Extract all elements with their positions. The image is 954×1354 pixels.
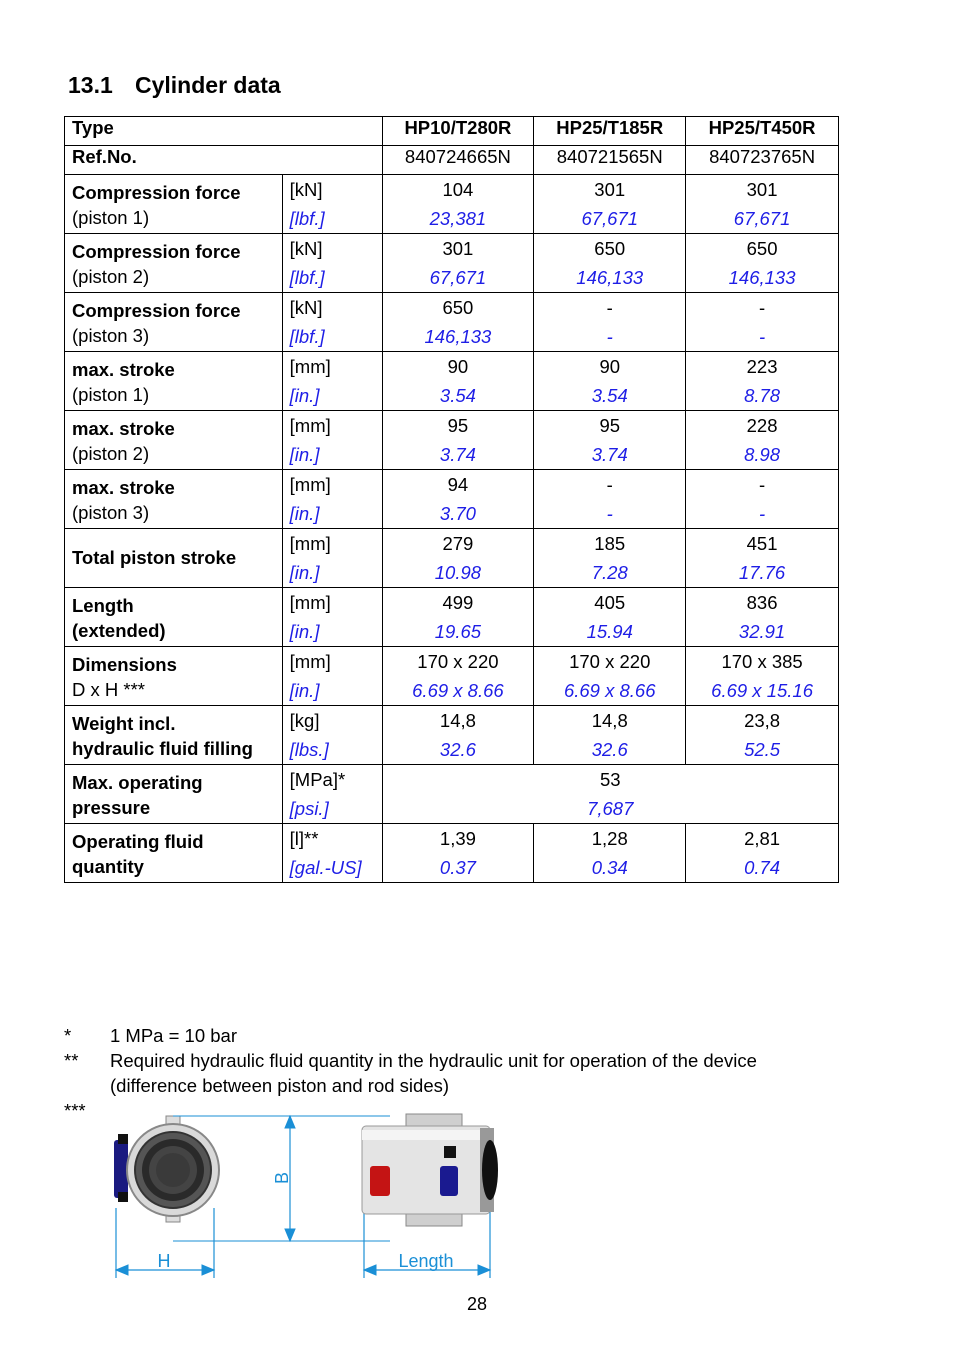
value-cell	[382, 234, 534, 293]
value-imperial: 67,671	[429, 267, 487, 288]
value-imperial: 146,133	[424, 326, 492, 347]
unit-cell	[282, 706, 382, 765]
value-cell	[382, 470, 534, 529]
value-metric: 301	[594, 179, 626, 200]
model-header: HP25/T450R	[686, 117, 839, 146]
cylinder-side-view-icon	[362, 1114, 498, 1226]
value-cell	[534, 588, 686, 647]
value-metric: 170 x 220	[569, 651, 651, 672]
unit-metric: [mm]	[289, 533, 331, 554]
value-cell	[686, 647, 839, 706]
type-header: Type	[65, 117, 383, 146]
value-cell	[686, 234, 839, 293]
table-row	[65, 175, 839, 234]
value-cell	[382, 529, 534, 588]
value-metric: 185	[594, 533, 626, 554]
value-imperial: 19.65	[434, 621, 482, 642]
value-cell	[382, 647, 534, 706]
row-label	[65, 411, 283, 470]
row-label	[65, 293, 283, 352]
refno-value: 840724665N	[382, 146, 534, 175]
unit-metric: [l]**	[289, 828, 319, 849]
value-cell	[534, 411, 686, 470]
value-imperial: 3.54	[439, 385, 476, 406]
row-label-subtext: D x H ***	[72, 679, 145, 700]
unit-metric: [mm]	[289, 651, 331, 672]
value-metric: 451	[746, 533, 778, 554]
unit-metric: [mm]	[289, 415, 331, 436]
value-imperial: 52.5	[744, 739, 781, 760]
value-metric: 104	[442, 179, 474, 200]
value-cell	[686, 529, 839, 588]
unit-cell	[282, 588, 382, 647]
unit-metric: [kN]	[289, 238, 323, 259]
dimension-h-label: H	[157, 1251, 171, 1271]
value-cell	[534, 824, 686, 883]
value-cell	[382, 588, 534, 647]
value-metric: 301	[746, 179, 778, 200]
unit-cell	[282, 470, 382, 529]
row-label-subtext: pressure	[72, 797, 151, 818]
cylinder-data-table	[64, 116, 839, 883]
table-row	[65, 352, 839, 411]
value-imperial: 3.70	[439, 503, 476, 524]
unit-imperial: [in.]	[289, 562, 320, 583]
value-imperial: 0.37	[439, 857, 476, 878]
unit-cell	[282, 234, 382, 293]
row-label-subtext: (extended)	[72, 620, 166, 641]
value-metric: 95	[599, 415, 621, 436]
value-imperial: 67,671	[581, 208, 639, 229]
row-label-text: Compression force	[72, 241, 241, 262]
row-label	[65, 588, 283, 647]
unit-imperial: [in.]	[289, 621, 320, 642]
value-metric: -	[758, 474, 766, 495]
value-imperial: 0.74	[744, 857, 781, 878]
value-cell	[382, 175, 534, 234]
value-imperial: 6.69 x 8.66	[412, 680, 504, 701]
unit-metric: [kN]	[289, 297, 323, 318]
row-label	[65, 352, 283, 411]
value-cell	[686, 470, 839, 529]
row-label-text: Weight incl.	[72, 713, 176, 734]
value-metric: -	[606, 297, 613, 318]
unit-cell	[282, 352, 382, 411]
table-row	[65, 293, 839, 352]
unit-cell	[282, 175, 382, 234]
table-row	[65, 470, 839, 529]
row-label-subtext: (piston 2)	[72, 443, 150, 464]
row-label-text: max. stroke	[72, 359, 175, 380]
value-metric: 14,8	[591, 710, 628, 731]
unit-imperial: [lbs.]	[289, 739, 329, 760]
value-metric: -	[606, 474, 613, 495]
value-imperial: 8.98	[744, 444, 781, 465]
section-heading	[68, 72, 281, 99]
table-row	[65, 765, 839, 824]
row-label	[65, 234, 283, 293]
value-imperial: 146,133	[576, 267, 644, 288]
value-metric: 650	[442, 297, 474, 318]
value-imperial: 0.34	[591, 857, 628, 878]
refno-value: 840721565N	[534, 146, 686, 175]
value-imperial: 6.69 x 15.16	[711, 680, 813, 701]
value-metric: 95	[447, 415, 469, 436]
unit-imperial: [in.]	[289, 444, 320, 465]
value-metric: 650	[594, 238, 626, 259]
footnote-text: 1 MPa = 10 bar	[110, 1025, 238, 1046]
row-label-subtext: quantity	[72, 856, 144, 877]
row-label	[65, 765, 283, 824]
dimension-length-label: Length	[398, 1251, 454, 1271]
row-label-text: Compression force	[72, 182, 241, 203]
unit-metric: [kg]	[289, 710, 320, 731]
row-label-text: max. stroke	[72, 418, 175, 439]
value-cell	[534, 175, 686, 234]
value-metric: 301	[442, 238, 474, 259]
value-metric: 14,8	[439, 710, 476, 731]
unit-imperial: [lbf.]	[289, 267, 325, 288]
value-metric: 405	[594, 592, 626, 613]
unit-imperial: [in.]	[289, 385, 320, 406]
row-label-text: Length	[72, 595, 134, 616]
value-imperial: 3.74	[591, 444, 628, 465]
table-row	[65, 647, 839, 706]
row-label	[65, 706, 283, 765]
unit-cell	[282, 824, 382, 883]
row-label-subtext: (piston 3)	[72, 325, 150, 346]
row-label-text: Total piston stroke	[72, 547, 237, 568]
row-label-subtext: (piston 1)	[72, 207, 150, 228]
value-imperial: 3.54	[591, 385, 628, 406]
value-cell	[382, 293, 534, 352]
row-label-text: max. stroke	[72, 477, 175, 498]
value-cell	[534, 647, 686, 706]
unit-imperial: [lbf.]	[289, 326, 325, 347]
footnote-text: (difference between piston and rod sides)	[110, 1075, 450, 1096]
unit-imperial: [gal.-US]	[289, 857, 362, 878]
value-metric: 279	[442, 533, 474, 554]
row-label-text: Compression force	[72, 300, 241, 321]
unit-metric: [mm]	[289, 356, 331, 377]
value-imperial: 67,671	[733, 208, 791, 229]
unit-imperial: [lbf.]	[289, 208, 325, 229]
value-imperial: -	[758, 503, 766, 524]
unit-cell	[282, 529, 382, 588]
unit-metric: [MPa]*	[289, 769, 346, 790]
value-imperial: -	[606, 326, 613, 347]
table-row	[65, 234, 839, 293]
model-header: HP10/T280R	[382, 117, 534, 146]
table-row	[65, 529, 839, 588]
row-label-text: Operating fluid	[72, 831, 204, 852]
value-cell	[382, 706, 534, 765]
section-title: Cylinder data	[135, 72, 281, 98]
unit-metric: [mm]	[289, 592, 331, 613]
row-label-subtext: hydraulic fluid filling	[72, 738, 253, 759]
value-metric: 228	[746, 415, 778, 436]
value-cell	[686, 824, 839, 883]
value-cell	[686, 706, 839, 765]
refno-label: Ref.No.	[65, 146, 383, 175]
value-metric: 90	[447, 356, 469, 377]
value-imperial: 32.91	[738, 621, 786, 642]
value-imperial: 3.74	[439, 444, 476, 465]
value-imperial: 32.6	[439, 739, 476, 760]
value-cell	[534, 234, 686, 293]
refno-value: 840723765N	[686, 146, 839, 175]
unit-imperial: [in.]	[289, 503, 320, 524]
value-cell	[534, 352, 686, 411]
row-label	[65, 529, 283, 588]
value-cell	[534, 470, 686, 529]
value-imperial: -	[606, 503, 613, 524]
dimension-b-label: B	[272, 1171, 292, 1185]
value-cell	[686, 293, 839, 352]
value-metric: 90	[599, 356, 621, 377]
row-label-text: Dimensions	[72, 654, 177, 675]
value-cell	[686, 411, 839, 470]
value-cell	[382, 824, 534, 883]
section-number: 13.1	[68, 72, 113, 98]
value-metric: 53	[599, 769, 621, 790]
page-number: 28	[466, 1294, 488, 1314]
value-imperial: 23,381	[429, 208, 487, 229]
value-metric: 2,81	[744, 828, 781, 849]
table-header-row	[65, 117, 839, 146]
value-metric: 1,39	[439, 828, 476, 849]
footnote-text: Required hydraulic fluid quantity in the hydraulic unit for operation of the device	[110, 1050, 757, 1071]
value-imperial: -	[758, 326, 766, 347]
value-metric: 170 x 220	[417, 651, 499, 672]
row-label	[65, 470, 283, 529]
unit-metric: [kN]	[289, 179, 323, 200]
row-label	[65, 824, 283, 883]
value-metric: 223	[746, 356, 778, 377]
table-row	[65, 824, 839, 883]
row-label-text: Max. operating	[72, 772, 203, 793]
value-cell	[686, 588, 839, 647]
value-metric: 1,28	[591, 828, 628, 849]
unit-imperial: [in.]	[289, 680, 320, 701]
value-cell	[534, 293, 686, 352]
value-metric: 836	[746, 592, 778, 613]
value-metric: 499	[442, 592, 474, 613]
value-imperial: 17.76	[738, 562, 786, 583]
value-cell	[534, 706, 686, 765]
unit-metric: [mm]	[289, 474, 331, 495]
row-label	[65, 175, 283, 234]
value-metric: 94	[447, 474, 469, 495]
row-label	[65, 647, 283, 706]
footnote-mark: **	[64, 1050, 79, 1071]
value-cell	[686, 175, 839, 234]
value-imperial: 7.28	[591, 562, 628, 583]
value-metric: 170 x 385	[721, 651, 803, 672]
row-label-subtext: (piston 1)	[72, 384, 150, 405]
row-label-subtext: (piston 2)	[72, 266, 150, 287]
unit-cell	[282, 293, 382, 352]
footnote-mark: *	[64, 1025, 72, 1046]
model-header: HP25/T185R	[534, 117, 686, 146]
refno-row	[65, 146, 839, 175]
dimension-diagram	[100, 1108, 500, 1293]
row-label-subtext: (piston 3)	[72, 502, 150, 523]
value-imperial: 15.94	[586, 621, 633, 642]
value-imperial: 8.78	[744, 385, 781, 406]
unit-cell	[282, 765, 382, 824]
value-metric: 23,8	[744, 710, 781, 731]
value-imperial: 7,687	[587, 798, 634, 819]
table-row	[65, 588, 839, 647]
value-cell	[534, 529, 686, 588]
value-cell	[686, 352, 839, 411]
value-imperial: 146,133	[728, 267, 796, 288]
value-cell	[382, 411, 534, 470]
value-imperial: 32.6	[591, 739, 628, 760]
footnote-mark: ***	[64, 1100, 86, 1121]
value-metric: -	[758, 297, 766, 318]
unit-imperial: [psi.]	[289, 798, 329, 819]
unit-cell	[282, 647, 382, 706]
cylinder-front-view-icon	[114, 1116, 219, 1222]
value-metric: 650	[746, 238, 778, 259]
table-row	[65, 706, 839, 765]
table-row	[65, 411, 839, 470]
unit-cell	[282, 411, 382, 470]
value-cell	[382, 765, 839, 824]
value-cell	[382, 352, 534, 411]
value-imperial: 6.69 x 8.66	[563, 680, 656, 701]
value-imperial: 10.98	[434, 562, 482, 583]
